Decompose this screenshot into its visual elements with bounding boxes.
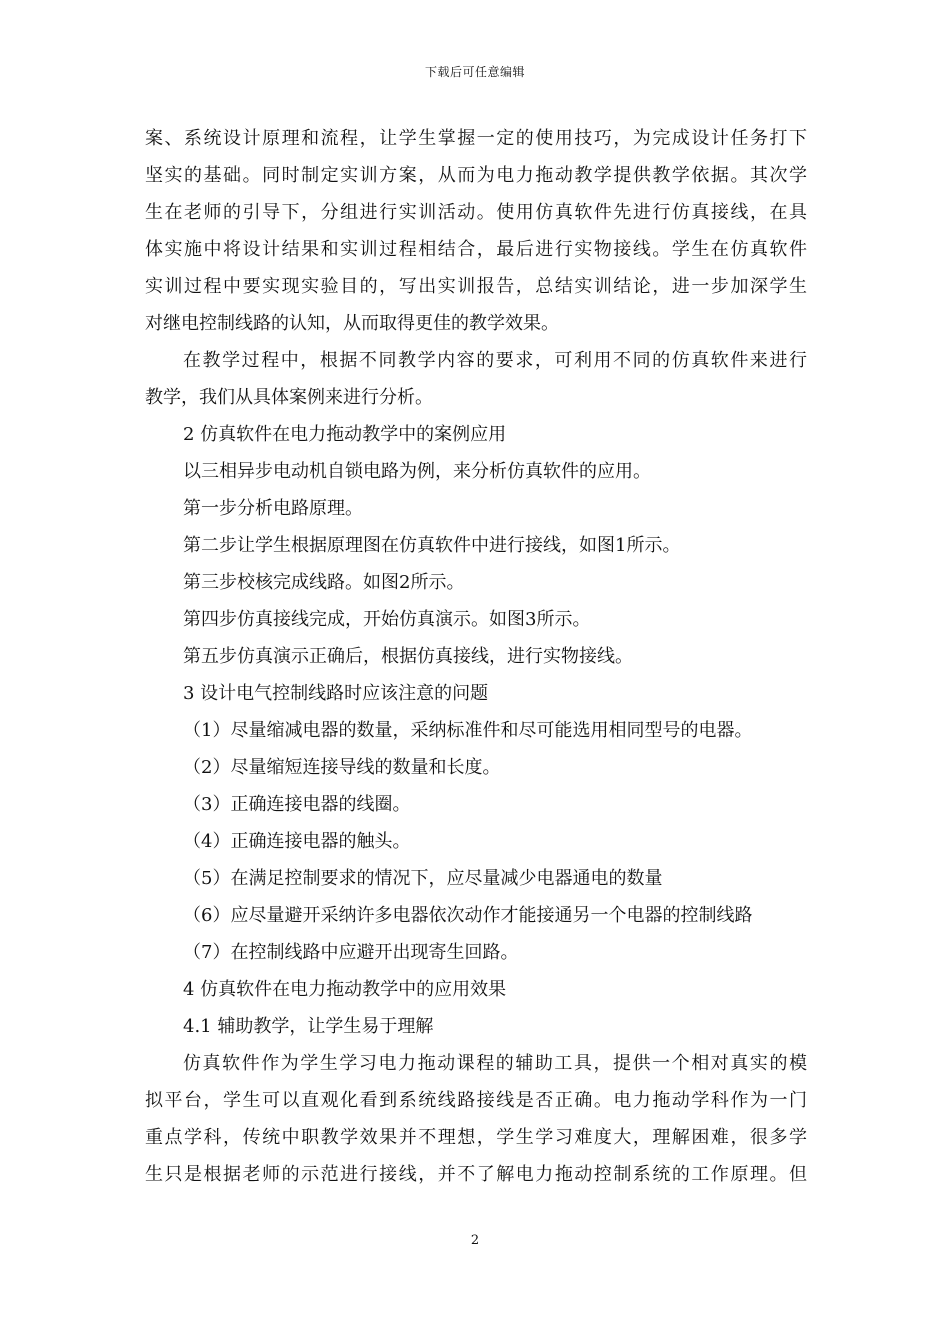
list-item: （3）正确连接电器的线圈。: [183, 794, 411, 815]
paragraph: [145, 1045, 807, 1193]
page-number: 2: [470, 1233, 480, 1248]
text-line: 拟平台，学生可以直观化看到系统线路接线是否正确。电力拖动学科作为一门: [145, 1090, 807, 1111]
text-line: 实训过程中要实现实验目的，写出实训报告，总结实训结论，进一步加深学生: [145, 276, 807, 297]
text-line: 仿真软件作为学生学习电力拖动课程的辅助工具，提供一个相对真实的模: [183, 1053, 807, 1074]
list-item: （7）在控制线路中应避开出现寄生回路。: [183, 942, 519, 963]
paragraph: [145, 120, 807, 342]
section-heading: 3 设计电气控制线路时应该注意的问题: [183, 683, 489, 704]
paragraph: 以三相异步电动机自锁电路为例，来分析仿真软件的应用。: [183, 461, 651, 482]
section-heading: 2 仿真软件在电力拖动教学中的案例应用: [183, 424, 507, 445]
text-line: 在教学过程中，根据不同教学内容的要求，可利用不同的仿真软件来进行: [183, 350, 807, 371]
step-item: 第四步仿真接线完成，开始仿真演示。如图3所示。: [183, 609, 591, 630]
text-line: 坚实的基础。同时制定实训方案，从而为电力拖动教学提供教学依据。其次学: [145, 165, 807, 186]
list-item: （2）尽量缩短连接导线的数量和长度。: [183, 757, 501, 778]
page-header: 下载后可任意编辑: [424, 65, 525, 79]
text-line: 案、系统设计原理和流程，让学生掌握一定的使用技巧，为完成设计任务打下: [145, 128, 807, 149]
text-line: 生只是根据老师的示范进行接线，并不了解电力拖动控制系统的工作原理。但: [145, 1164, 807, 1185]
step-item: 第三步校核完成线路。如图2所示。: [183, 572, 465, 593]
text-line: 生在老师的引导下，分组进行实训活动。使用仿真软件先进行仿真接线，在具: [145, 202, 807, 223]
list-item: （6）应尽量避开采纳许多电器依次动作才能接通另一个电器的控制线路: [183, 905, 753, 926]
step-item: 第一步分析电路原理。: [183, 498, 363, 519]
list-item: （4）正确连接电器的触头。: [183, 831, 411, 852]
subsection-heading: 4.1 辅助教学，让学生易于理解: [183, 1016, 434, 1037]
text-line: 体实施中将设计结果和实训过程相结合，最后进行实物接线。学生在仿真软件: [145, 239, 807, 260]
list-item: （5）在满足控制要求的情况下，应尽量减少电器通电的数量: [183, 868, 663, 889]
list-item: （1）尽量缩减电器的数量，采纳标准件和尽可能选用相同型号的电器。: [183, 720, 753, 741]
paragraph: [145, 342, 807, 416]
section-heading: 4 仿真软件在电力拖动教学中的应用效果: [183, 979, 507, 1000]
text-line: 对继电控制线路的认知，从而取得更佳的教学效果。: [145, 313, 559, 334]
step-item: 第二步让学生根据原理图在仿真软件中进行接线，如图1所示。: [183, 535, 681, 556]
page-body: [145, 120, 807, 1193]
text-line: 重点学科，传统中职教学效果并不理想，学生学习难度大，理解困难，很多学: [145, 1127, 807, 1148]
step-item: 第五步仿真演示正确后，根据仿真接线，进行实物接线。: [183, 646, 633, 667]
text-line: 教学，我们从具体案例来进行分析。: [145, 387, 433, 408]
